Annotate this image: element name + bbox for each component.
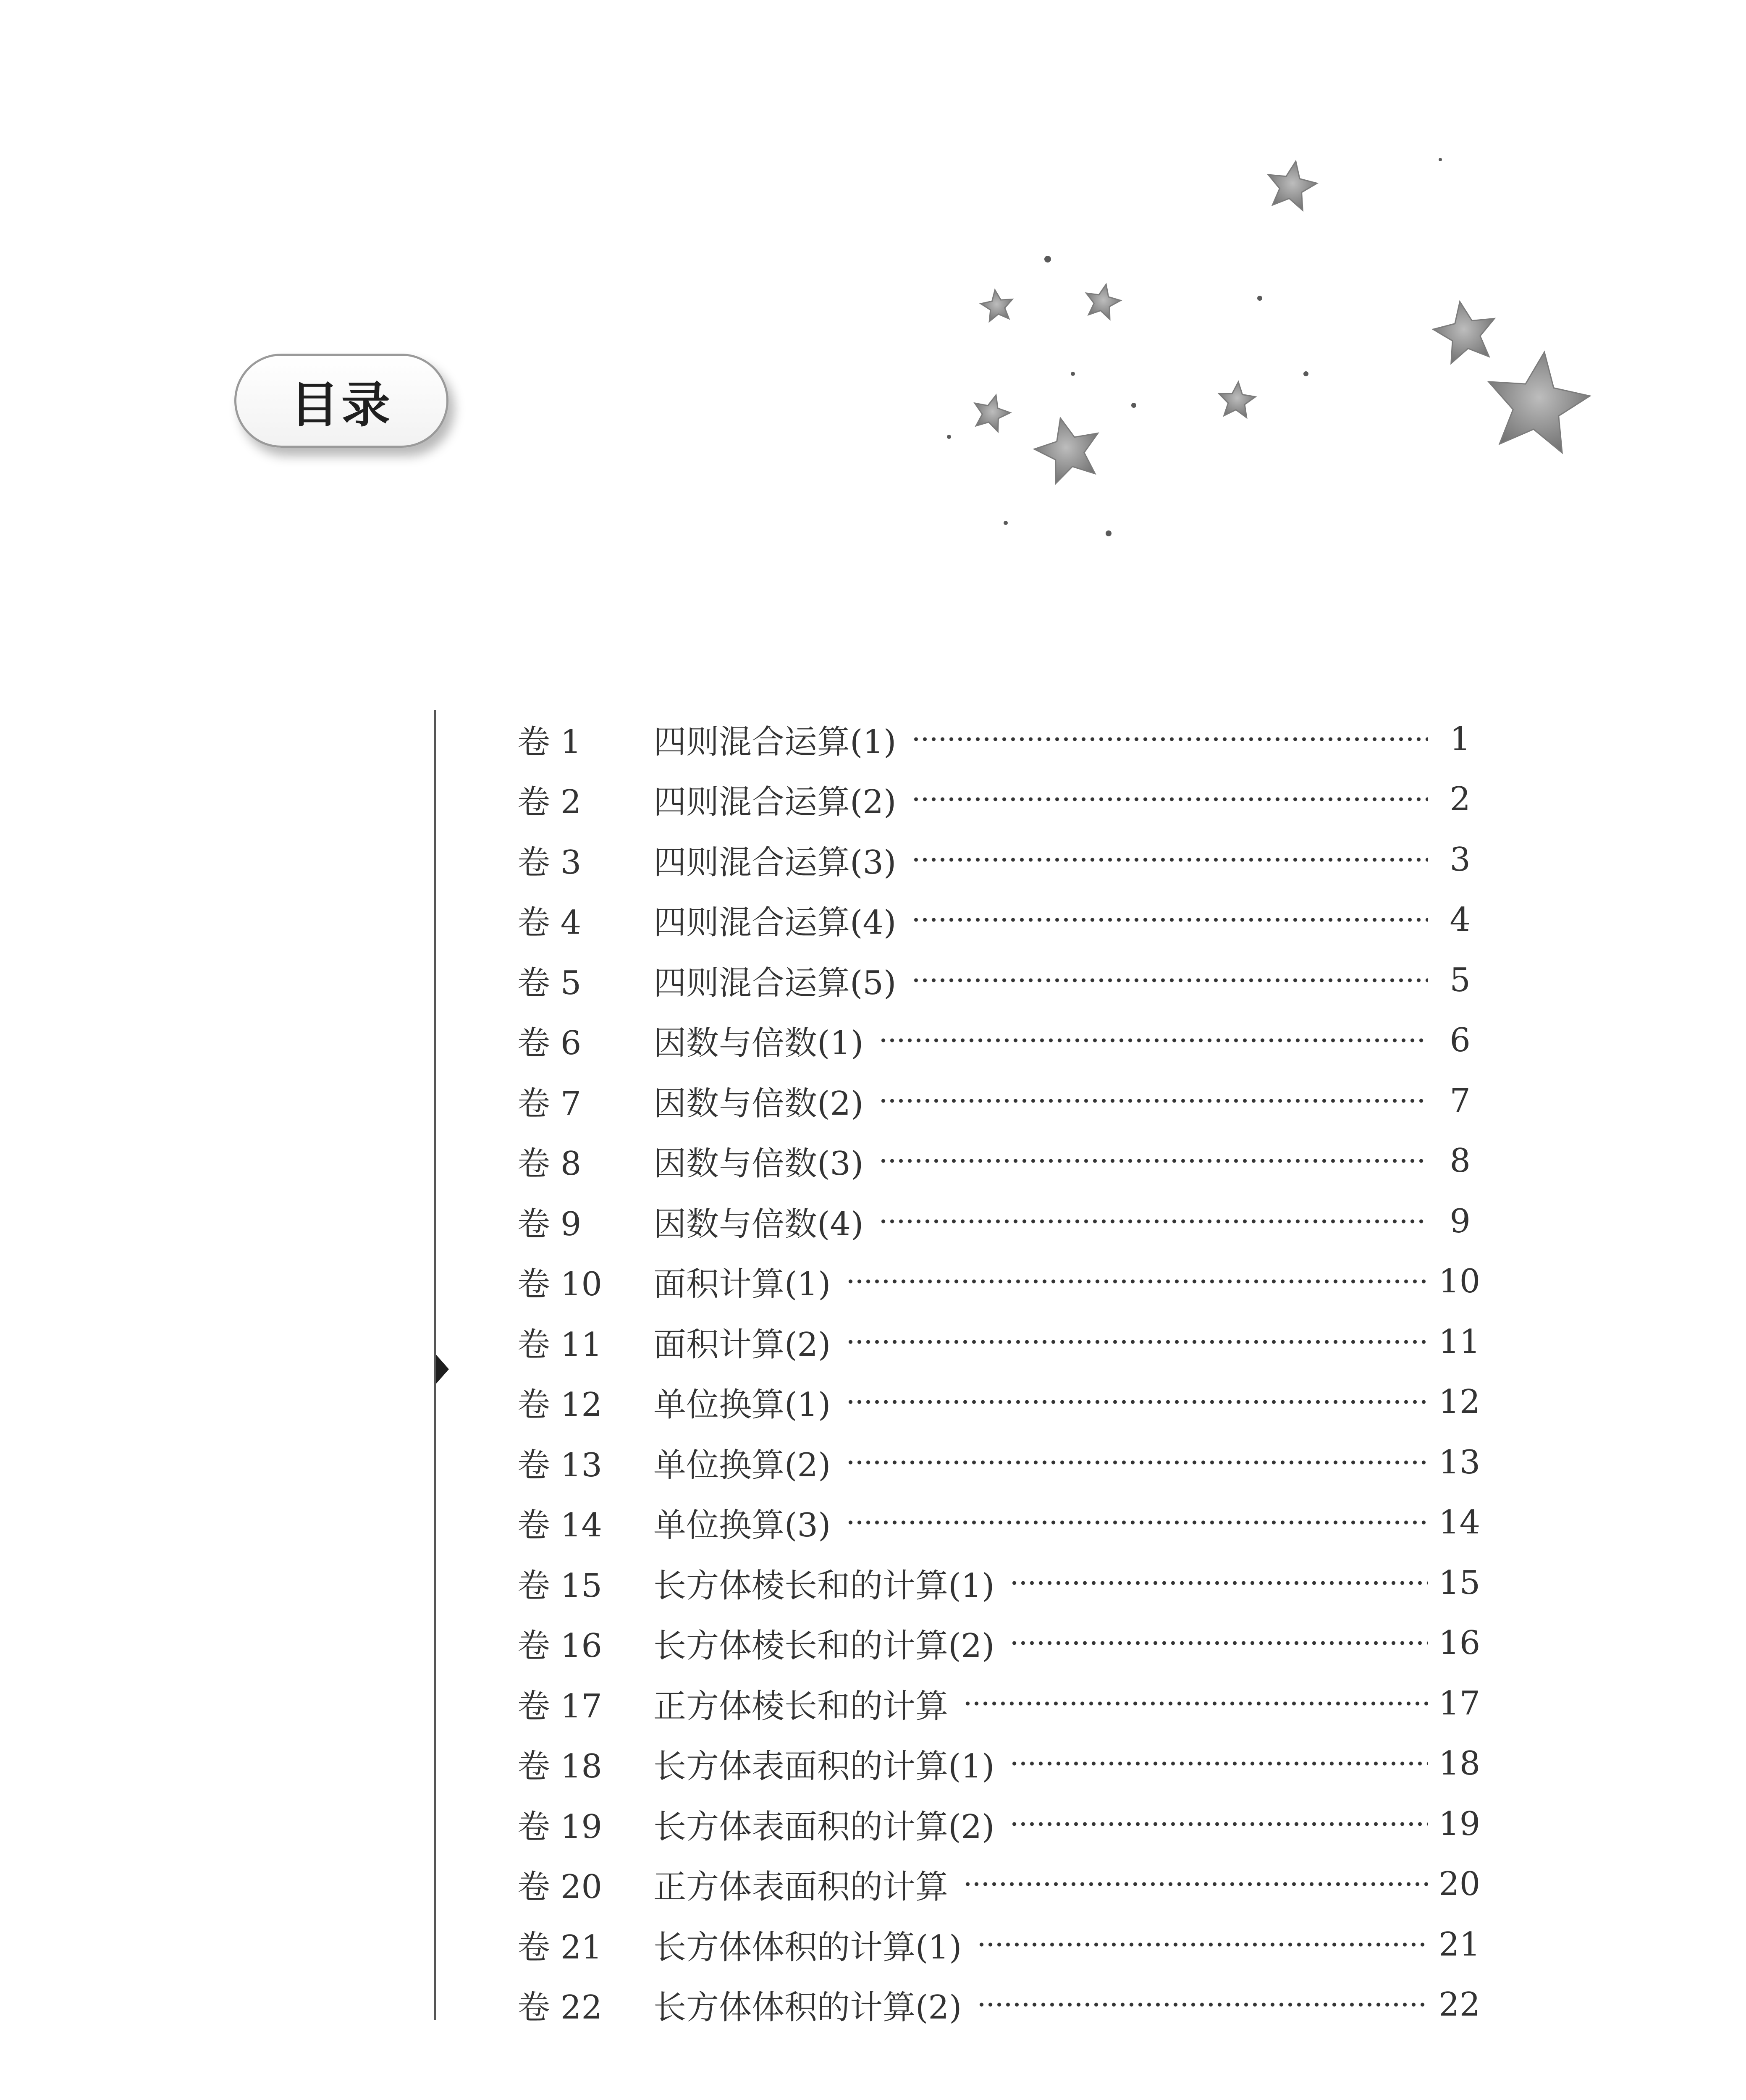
dot-decoration — [1044, 256, 1051, 262]
toc-entry — [517, 1252, 1481, 1312]
toc-entry-title: 长方体表面积的计算(1) — [653, 1748, 995, 1786]
toc-volume-label: 卷 12 — [517, 1386, 603, 1424]
toc-volume-label: 卷 18 — [517, 1748, 603, 1786]
toc-volume-label: 卷 15 — [517, 1567, 603, 1605]
toc-leader-dots — [879, 1098, 1428, 1104]
toc-page-number: 4 — [1450, 901, 1471, 939]
toc-entry — [517, 1131, 1471, 1192]
star-icon — [1433, 302, 1494, 363]
toc-leader-dots — [963, 1881, 1428, 1887]
toc-entry-title: 面积计算(1) — [653, 1265, 831, 1304]
toc-volume-label: 卷 19 — [517, 1808, 603, 1846]
toc-entry-title: 四则混合运算(3) — [653, 843, 897, 882]
triangle-marker-icon — [436, 1355, 449, 1383]
star-icon — [1034, 418, 1098, 483]
toc-entry-title: 单位换算(3) — [653, 1507, 831, 1545]
toc-leader-dots — [879, 1158, 1428, 1164]
toc-entry-title: 正方体棱长和的计算 — [653, 1687, 949, 1725]
toc-page-number: 19 — [1439, 1805, 1481, 1843]
toc-list — [517, 709, 1481, 2035]
toc-entry — [517, 1011, 1471, 1071]
toc-entry-title: 正方体表面积的计算 — [653, 1868, 949, 1906]
star-icon — [1268, 161, 1317, 210]
toc-page-number: 14 — [1439, 1504, 1481, 1542]
toc-entry — [517, 1673, 1481, 1734]
toc-entry-title: 四则混合运算(1) — [653, 723, 897, 761]
toc-page-number: 5 — [1450, 961, 1471, 999]
toc-entry — [517, 709, 1471, 769]
toc-page-number: 22 — [1439, 1986, 1481, 2024]
toc-volume-label: 卷 17 — [517, 1687, 603, 1725]
toc-entry — [517, 1372, 1481, 1433]
toc-title-badge — [234, 354, 448, 448]
toc-entry — [517, 769, 1471, 830]
toc-volume-label: 卷 9 — [517, 1205, 582, 1243]
toc-leader-dots — [846, 1399, 1428, 1405]
toc-volume-label: 卷 16 — [517, 1627, 603, 1665]
toc-entry-title: 因数与倍数(4) — [653, 1205, 864, 1243]
toc-volume-label: 卷 11 — [517, 1326, 603, 1364]
toc-volume-label: 卷 5 — [517, 964, 582, 1002]
star-icon — [1086, 284, 1121, 319]
toc-leader-dots — [963, 1701, 1428, 1706]
toc-volume-label: 卷 14 — [517, 1507, 603, 1545]
star-icon — [975, 395, 1010, 432]
toc-page-number: 2 — [1450, 780, 1471, 819]
toc-entry — [517, 830, 1471, 890]
toc-volume-label: 卷 21 — [517, 1928, 603, 1966]
toc-page-number: 13 — [1439, 1443, 1481, 1481]
toc-entry-title: 长方体表面积的计算(2) — [653, 1808, 995, 1846]
toc-volume-label: 卷 20 — [517, 1868, 603, 1906]
dot-decoration — [1439, 158, 1442, 161]
toc-entry-title: 因数与倍数(1) — [653, 1024, 864, 1063]
toc-entry — [517, 1493, 1481, 1553]
toc-entry-title: 四则混合运算(2) — [653, 783, 897, 822]
toc-entry-title: 因数与倍数(2) — [653, 1084, 864, 1123]
toc-volume-label: 卷 3 — [517, 843, 582, 882]
toc-volume-label: 卷 22 — [517, 1989, 603, 2027]
toc-leader-dots — [912, 736, 1428, 742]
toc-leader-dots — [846, 1520, 1428, 1525]
toc-entry — [517, 950, 1471, 1011]
toc-page-number: 21 — [1439, 1925, 1481, 1964]
toc-leader-dots — [879, 1037, 1428, 1043]
toc-page-number: 6 — [1450, 1021, 1471, 1060]
toc-leader-dots — [1010, 1761, 1428, 1767]
toc-volume-label: 卷 8 — [517, 1145, 582, 1183]
toc-page-number: 7 — [1450, 1082, 1471, 1120]
toc-volume-label: 卷 6 — [517, 1024, 582, 1063]
toc-volume-label: 卷 2 — [517, 783, 582, 822]
toc-entry — [517, 1794, 1481, 1854]
toc-page-number: 18 — [1439, 1745, 1481, 1783]
toc-entry-title: 单位换算(1) — [653, 1386, 831, 1424]
toc-entry — [517, 1553, 1481, 1613]
toc-entry — [517, 1975, 1481, 2035]
toc-leader-dots — [912, 857, 1428, 863]
toc-page-number: 3 — [1450, 840, 1471, 879]
toc-leader-dots — [846, 1278, 1428, 1284]
page-title: 目录 — [290, 376, 393, 433]
toc-entry — [517, 1071, 1471, 1131]
toc-page-number: 9 — [1450, 1202, 1471, 1240]
toc-page-number: 20 — [1439, 1865, 1481, 1903]
stars-decoration — [903, 139, 1671, 559]
star-icon — [981, 290, 1012, 321]
toc-entry-title: 四则混合运算(5) — [653, 964, 897, 1002]
dot-decoration — [1106, 530, 1112, 536]
toc-page-number: 17 — [1439, 1684, 1481, 1722]
toc-entry — [517, 1191, 1471, 1252]
toc-entry-title: 长方体体积的计算(1) — [653, 1928, 962, 1966]
star-icon — [1489, 352, 1590, 453]
star-icon — [1219, 382, 1256, 417]
toc-entry — [517, 1432, 1481, 1493]
toc-page-number: 1 — [1450, 720, 1471, 758]
dot-decoration — [1131, 403, 1136, 408]
toc-entry-title: 长方体棱长和的计算(1) — [653, 1567, 995, 1605]
toc-leader-dots — [977, 2002, 1428, 2008]
toc-page-number: 10 — [1439, 1263, 1481, 1301]
toc-volume-label: 卷 7 — [517, 1084, 582, 1123]
toc-volume-label: 卷 1 — [517, 723, 582, 761]
toc-page-number: 15 — [1439, 1564, 1481, 1602]
toc-leader-dots — [1010, 1580, 1428, 1586]
toc-entry-title: 四则混合运算(4) — [653, 904, 897, 942]
dot-decoration — [1071, 372, 1075, 376]
toc-volume-label: 卷 4 — [517, 904, 582, 942]
toc-leader-dots — [879, 1218, 1428, 1224]
toc-page-number: 8 — [1450, 1142, 1471, 1180]
toc-leader-dots — [846, 1339, 1428, 1345]
toc-entry-title: 面积计算(2) — [653, 1326, 831, 1364]
toc-leader-dots — [912, 796, 1428, 802]
toc-page-number: 12 — [1439, 1383, 1481, 1421]
dot-decoration — [1004, 521, 1008, 525]
toc-entry — [517, 890, 1471, 950]
toc-entry — [517, 1613, 1481, 1674]
toc-leader-dots — [912, 917, 1428, 923]
toc-page-number: 11 — [1439, 1323, 1481, 1361]
toc-leader-dots — [1010, 1640, 1428, 1646]
toc-entry-title: 长方体体积的计算(2) — [653, 1989, 962, 2027]
dot-decoration — [1303, 371, 1308, 376]
toc-leader-dots — [912, 977, 1428, 983]
toc-volume-label: 卷 10 — [517, 1265, 603, 1304]
toc-entry — [517, 1854, 1481, 1915]
toc-volume-label: 卷 13 — [517, 1446, 603, 1484]
toc-entry-title: 因数与倍数(3) — [653, 1145, 864, 1183]
toc-leader-dots — [846, 1460, 1428, 1465]
toc-entry — [517, 1312, 1481, 1372]
dot-decoration — [1257, 296, 1262, 301]
toc-entry — [517, 1914, 1481, 1975]
toc-leader-dots — [1010, 1821, 1428, 1827]
toc-page-number: 16 — [1439, 1624, 1481, 1662]
dot-decoration — [947, 435, 951, 439]
toc-entry-title: 单位换算(2) — [653, 1446, 831, 1484]
toc-entry-title: 长方体棱长和的计算(2) — [653, 1627, 995, 1665]
toc-entry — [517, 1734, 1481, 1794]
toc-leader-dots — [977, 1942, 1428, 1948]
